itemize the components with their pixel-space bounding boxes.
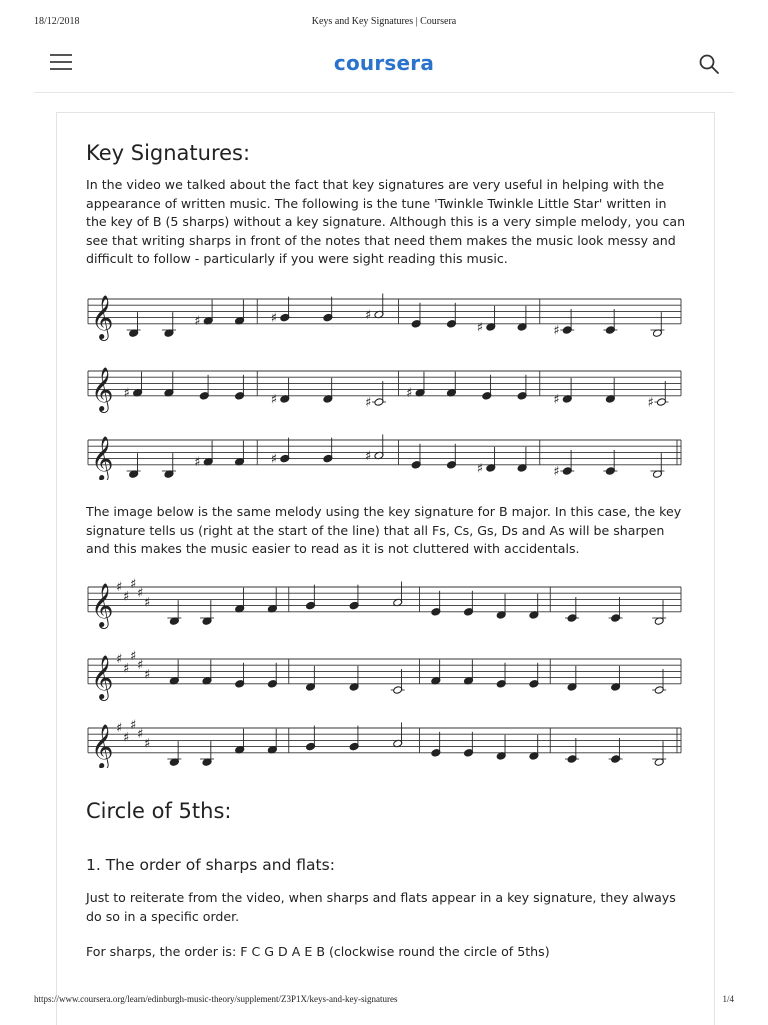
treble-clef-icon: 𝄞 <box>91 582 114 627</box>
music-without-key-signature <box>86 285 686 480</box>
sharp-accidental-icon: ♯ <box>270 311 278 327</box>
key-sharp-icon: ♯ <box>123 730 130 746</box>
key-sharp-icon: ♯ <box>137 586 144 602</box>
key-sharp-icon: ♯ <box>144 595 151 611</box>
treble-clef-icon: 𝄞 <box>91 366 114 411</box>
print-page-number: 1/4 <box>722 994 734 1004</box>
key-sharp-icon: ♯ <box>137 658 144 674</box>
sharp-accidental-icon: ♯ <box>194 314 201 330</box>
order-paragraph: Just to reiterate from the video, when sharps and flats appear in a key signature, they always do so in a specific order. <box>86 890 676 924</box>
order-of-sharps-flats-heading: 1. The order of sharps and flats: <box>86 856 335 874</box>
treble-clef-icon: 𝄞 <box>91 654 114 699</box>
sharp-accidental-icon: ♯ <box>476 461 484 477</box>
key-sharp-icon: ♯ <box>130 717 137 733</box>
key-sharp-icon: ♯ <box>116 721 123 736</box>
search-icon[interactable] <box>698 53 720 75</box>
key-sharp-icon: ♯ <box>116 580 123 595</box>
sharp-accidental-icon: ♯ <box>406 386 413 402</box>
key-sharp-icon: ♯ <box>144 736 151 752</box>
staff-system <box>88 577 681 629</box>
key-sharp-icon: ♯ <box>130 576 137 592</box>
sharp-accidental-icon: ♯ <box>194 455 201 471</box>
staff-system <box>88 718 681 768</box>
sharp-accidental-icon: ♯ <box>364 449 372 464</box>
music-with-key-signature <box>86 573 686 768</box>
treble-clef-icon: 𝄞 <box>91 294 114 339</box>
staff-system <box>88 435 681 481</box>
key-signature-paragraph: The image below is the same melody using the key signature for B major. In this case, the key signature tells us (right at the start of the line) that all Fs, Cs, Gs, Ds and As will be sharpen and this makes the music easier to read as it is not cluttered with accidentals. <box>86 504 682 556</box>
sharp-accidental-icon: ♯ <box>553 392 560 408</box>
sharp-accidental-icon: ♯ <box>647 395 654 411</box>
sharp-accidental-icon: ♯ <box>553 464 560 480</box>
sharp-accidental-icon: ♯ <box>364 308 372 323</box>
sharp-accidental-icon: ♯ <box>270 452 278 468</box>
staff-system <box>88 649 681 701</box>
treble-clef-icon: 𝄞 <box>91 723 114 768</box>
intro-paragraph: In the video we talked about the fact that key signatures are very useful in helping with the appearance of written music. The following is the tune 'Twinkle Twinkle Little Star' written in the key of B (5 sharps) without a key signature. Although this is a very simple melody, you can see that writing sharps in front of the notes that need them makes the music look messy and difficult to follow - particularly if you were sight reading this music. <box>86 177 686 266</box>
circle-of-fifths-heading: Circle of 5ths: <box>86 799 232 823</box>
print-date: 18/12/2018 <box>34 16 80 27</box>
article-card <box>56 112 715 1025</box>
print-header <box>34 16 734 30</box>
key-sharp-icon: ♯ <box>130 648 137 664</box>
sharp-accidental-icon: ♯ <box>553 323 560 339</box>
staff-system <box>88 294 681 341</box>
key-sharp-icon: ♯ <box>137 727 144 743</box>
sharps-order-paragraph: For sharps, the order is: F C G D A E B (clockwise round the circle of 5ths) <box>86 944 550 959</box>
key-sharp-icon: ♯ <box>144 667 151 683</box>
key-sharp-icon: ♯ <box>123 661 130 677</box>
print-footer <box>34 994 734 1006</box>
sharp-accidental-icon: ♯ <box>270 392 278 408</box>
key-sharp-icon: ♯ <box>116 652 123 667</box>
key-sharp-icon: ♯ <box>123 589 130 605</box>
treble-clef-icon: 𝄞 <box>91 435 114 480</box>
top-navigation-bar <box>34 40 734 93</box>
key-signatures-heading: Key Signatures: <box>86 141 251 165</box>
sharp-accidental-icon: ♯ <box>123 386 130 402</box>
staff-system <box>88 367 681 413</box>
sharp-accidental-icon: ♯ <box>364 395 372 411</box>
print-url: https://www.coursera.org/learn/edinburgh-music-theory/supplement/Z3P1X/keys-and-key-signatures <box>34 994 398 1004</box>
print-page-title: Keys and Key Signatures | Coursera <box>311 16 457 27</box>
coursera-logo[interactable]: coursera <box>333 51 435 75</box>
sharp-accidental-icon: ♯ <box>476 320 484 336</box>
